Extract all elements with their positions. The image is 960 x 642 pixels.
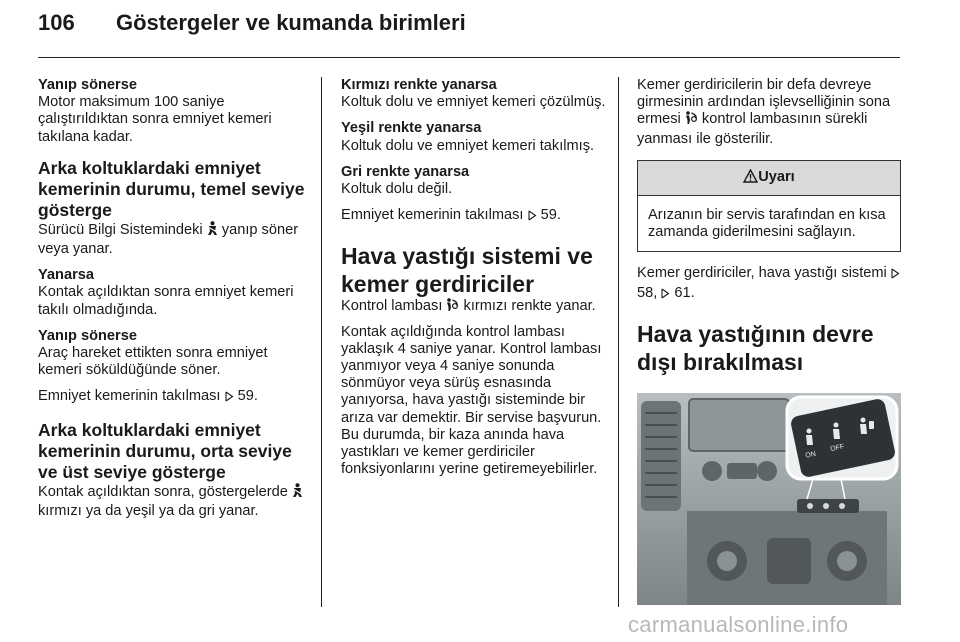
page-title: Göstergeler ve kumanda birimleri <box>116 10 466 35</box>
column-2 <box>341 77 613 478</box>
header-rule <box>38 57 900 58</box>
dashboard-illustration <box>637 393 901 605</box>
page-header <box>38 10 466 36</box>
paragraph-flashing-2: Araç hareket ettikten sonra emniyet kemeri söküldüğünde söner. <box>38 345 268 379</box>
paragraph-pretensioner: Kemer gerdiricilerin bir defa devreye girmesinin ardından işlevselliğinin sona ermesi kontrol lambasının sürekli yanması ile gösterilir. <box>637 77 891 147</box>
page-ref-icon <box>661 287 670 304</box>
airbag-indicator-strip <box>797 499 859 513</box>
paragraph-rear-basic: Sürücü Bilgi Sistemindeki yanıp söner veya yanar. <box>38 221 299 258</box>
heading-rear-belt-mid: Arka koltuklardaki emniyet kemerinin durumu, orta seviye ve üst seviye gösterge <box>38 419 292 482</box>
column-1 <box>38 77 310 520</box>
warning-box <box>637 160 901 253</box>
subheading-on: Yanarsa <box>38 267 94 284</box>
paragraph-on: Kontak açıldıktan sonra emniyet kemeri takılı olmadığında. <box>38 284 294 318</box>
warning-body: Arızanın bir servis tarafından en kısa zamanda giderilmesini sağlayın. <box>648 207 886 241</box>
watermark: carmanualsonline.info <box>628 612 849 637</box>
heading-rear-belt-basic: Arka koltuklardaki emniyet kemerinin durumu, temel seviye gösterge <box>38 157 305 220</box>
paragraph-green: Koltuk dolu ve emniyet kemeri takılmış. <box>341 137 595 154</box>
airbag-warning-icon <box>446 298 459 317</box>
column-3 <box>637 77 901 376</box>
paragraph-flashing: Motor maksimum 100 saniye çalıştırıldıktan sonra emniyet kemeri takılana kadar. <box>38 94 272 145</box>
airbag-warning-icon <box>685 111 698 130</box>
subheading-flashing-2: Yanıp sönerse <box>38 327 137 344</box>
rear-seatbelt-icon <box>207 221 218 241</box>
heading-airbag-deactivation: Hava yastığının devre dışı bırakılması <box>637 320 874 375</box>
column-divider-2 <box>618 77 619 607</box>
page-ref-icon <box>891 267 900 284</box>
subheading-flashing: Yanıp sönerse <box>38 77 137 93</box>
subheading-green: Yeşil renkte yanarsa <box>341 120 482 137</box>
paragraph-airbag-fault: Kontak açıldığında kontrol lambası yaklaşık 4 saniye yanar. Kontrol lambası yanmıyor veya 4 saniye sonunda sönmüyor veya sürüş esnasında yanıyorsa, hava yastığı sisteminde bir arıza var demektir. Bir servise başvurun. Bu durumda, bir kaza anında hava yastıkları ve kemer gerdiriciler fonksiyonlarını yerine getiremeyebilirler. <box>341 323 602 478</box>
heading-airbag-system: Hava yastığı sistemi ve kemer gerdiriciler <box>341 243 593 298</box>
paragraph-airbag-lamp: Kontrol lambası kırmızı renkte yanar. <box>341 298 613 317</box>
cross-reference-58-61: Kemer gerdiriciler, hava yastığı sistemi 58, 61. <box>637 265 901 303</box>
warning-title: Uyarı <box>758 168 795 185</box>
subheading-grey: Gri renkte yanarsa <box>341 163 470 180</box>
paragraph-grey: Koltuk dolu değil. <box>341 181 453 198</box>
paragraph-red: Koltuk dolu ve emniyet kemeri çözülmüş. <box>341 94 606 111</box>
page-number: 106 <box>38 10 75 35</box>
warning-triangle-icon <box>743 169 758 188</box>
warning-header <box>638 161 900 196</box>
rear-seatbelt-icon <box>292 483 303 503</box>
cross-reference-59: Emniyet kemerinin takılması 59. <box>38 388 310 407</box>
page-ref-icon <box>225 390 234 407</box>
cross-reference-59: Emniyet kemerinin takılması 59. <box>341 207 613 226</box>
page-ref-icon <box>528 209 537 226</box>
dashboard-photo <box>637 393 901 605</box>
paragraph-rear-mid: Kontak açıldıktan sonra, göstergelerde kırmızı ya da yeşil ya da gri yanar. <box>38 483 310 520</box>
subheading-red: Kırmızı renkte yanarsa <box>341 77 497 93</box>
airbag-off-label: OFF <box>829 443 845 454</box>
column-divider-1 <box>321 77 322 607</box>
indicator-callout <box>787 397 897 479</box>
airbag-on-label: ON <box>804 450 817 460</box>
